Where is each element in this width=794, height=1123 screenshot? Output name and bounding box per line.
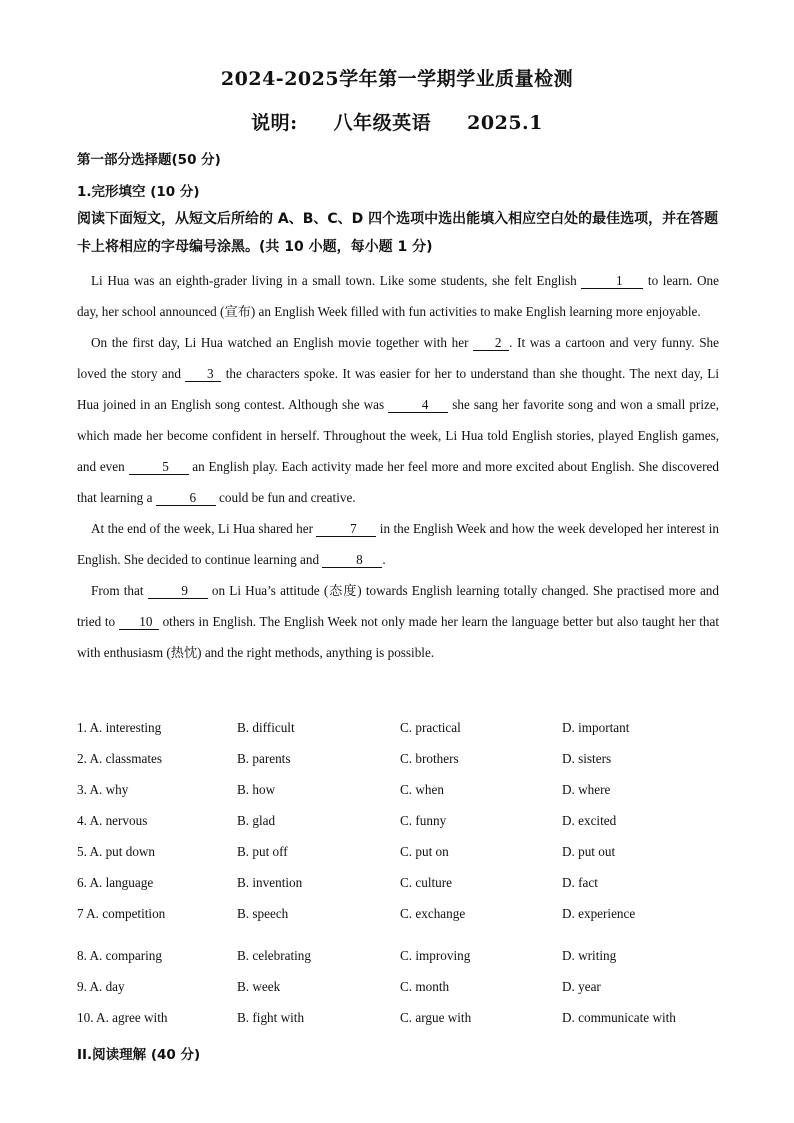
option-row-4 (77, 813, 737, 844)
blank-9: 9 (148, 584, 208, 599)
option-a: 8. A. comparing (77, 948, 162, 963)
option-b: B. fight with (237, 1010, 305, 1025)
passage-text: to learn. One day, her school announced (宣布) an English Week filled with fun activities to make English learning more enjoyable. (77, 273, 719, 319)
passage-text: an English play. Each activity made her feel more and more excited about English. She discovered that learning a (77, 459, 719, 505)
option-a: 4. A. nervous (77, 813, 148, 828)
note-label: 说明: (251, 112, 298, 134)
option-row-5 (77, 844, 737, 875)
passage-text: From that (91, 583, 148, 598)
cloze-heading: 1.完形填空 (10 分) (77, 184, 200, 200)
option-b: B. invention (237, 875, 303, 890)
blank-6: 6 (156, 491, 216, 506)
option-row-3 (77, 782, 737, 813)
option-d: D. excited (562, 813, 617, 828)
option-c: C. argue with (400, 1010, 472, 1025)
passage-paragraph-2 (77, 327, 719, 513)
option-b: B. difficult (237, 720, 295, 735)
passage-text: the characters spoke. It was easier for her to understand than she thought. The next day, Li Hua joined in an English song contest. Although she was (77, 366, 719, 412)
option-b: B. put off (237, 844, 288, 859)
option-b: B. parents (237, 751, 291, 766)
option-c: C. funny (400, 813, 447, 828)
option-c: C. culture (400, 875, 453, 890)
passage-paragraph-1 (77, 265, 719, 327)
option-c: C. when (400, 782, 444, 797)
option-d: D. communicate with (562, 1010, 676, 1025)
option-d: D. experience (562, 906, 636, 921)
option-d: D. put out (562, 844, 616, 859)
blank-4: 4 (388, 398, 448, 413)
option-row-9 (77, 979, 737, 1010)
option-d: D. where (562, 782, 611, 797)
option-row-1 (77, 720, 737, 751)
exam-title: 2024-2025学年第一学期学业质量检测 (220, 68, 574, 90)
blank-8: 8 (322, 553, 382, 568)
option-b: B. week (237, 979, 281, 994)
option-row-6 (77, 875, 737, 906)
option-a: 6. A. language (77, 875, 154, 890)
blank-5: 5 (129, 460, 189, 475)
option-b: B. speech (237, 906, 289, 921)
option-c: C. month (400, 979, 450, 994)
exam-date: 2025.1 (467, 112, 543, 134)
blank-10: 10 (119, 615, 159, 630)
option-row-2 (77, 751, 737, 782)
blank-3: 3 (185, 367, 221, 382)
option-a: 1. A. interesting (77, 720, 162, 735)
passage-text: . (382, 552, 386, 567)
option-b: B. how (237, 782, 276, 797)
option-row-7 (77, 906, 737, 948)
cloze-passage (77, 265, 719, 668)
option-b: B. celebrating (237, 948, 311, 963)
passage-paragraph-3 (77, 513, 719, 575)
exam-subtitle (0, 108, 794, 135)
passage-paragraph-4 (77, 575, 719, 668)
option-d: D. year (562, 979, 601, 994)
option-a: 9. A. day (77, 979, 125, 994)
part1-heading: 第一部分选择题(50 分) (77, 152, 221, 168)
passage-text: Li Hua was an eighth-grader living in a small town. Like some students, she felt English (91, 273, 582, 288)
passage-text: could be fun and creative. (215, 490, 356, 505)
passage-text: in the English Week and how the week developed her interest in English. She decided to continue learning and (77, 521, 719, 567)
option-row-10 (77, 1010, 737, 1041)
blank-2: 2 (473, 336, 509, 351)
option-d: D. fact (562, 875, 598, 890)
passage-text: On the first day, Li Hua watched an English movie together with her (91, 335, 474, 350)
subject-label: 八年级英语 (333, 112, 432, 134)
reading-heading: II.阅读理解 (40 分) (77, 1047, 201, 1063)
passage-text: she sang her favorite song and won a small prize, which made her become confident in herself. Throughout the week, Li Hua told English stories, played English games, and even (77, 397, 719, 474)
option-c: C. practical (400, 720, 461, 735)
cloze-instruction: 阅读下面短文，从短文后所给的 A、B、C、D 四个选项中选出能填入相应空白处的最佳选项，并在答题卡上将相应的字母编号涂黑。(共 10 小题，每小题 1 分) (77, 211, 719, 255)
option-a: 3. A. why (77, 782, 129, 797)
cloze-options (77, 720, 737, 1041)
option-c: C. improving (400, 948, 471, 963)
passage-text: . It was a cartoon and very funny. She loved the story and (77, 335, 720, 381)
option-b: B. glad (237, 813, 276, 828)
option-a: 2. A. classmates (77, 751, 162, 766)
option-c: C. brothers (400, 751, 459, 766)
blank-7: 7 (316, 522, 376, 537)
option-row-8 (77, 948, 737, 979)
blank-1: 1 (581, 274, 643, 289)
option-c: C. exchange (400, 906, 466, 921)
option-d: D. important (562, 720, 630, 735)
option-c: C. put on (400, 844, 449, 859)
option-a: 10. A. agree with (77, 1010, 168, 1025)
passage-text: others in English. The English Week not only made her learn the language better but also taught her that with enthusiasm (热忱) and the right methods, anything is possible. (77, 614, 719, 660)
option-a: 7 A. competition (77, 906, 166, 921)
option-d: D. sisters (562, 751, 612, 766)
option-a: 5. A. put down (77, 844, 156, 859)
passage-text: At the end of the week, Li Hua shared her (91, 521, 317, 536)
option-d: D. writing (562, 948, 617, 963)
passage-text: on Li Hua’s attitude (态度) towards English learning totally changed. She practised more and tried to (77, 583, 719, 629)
